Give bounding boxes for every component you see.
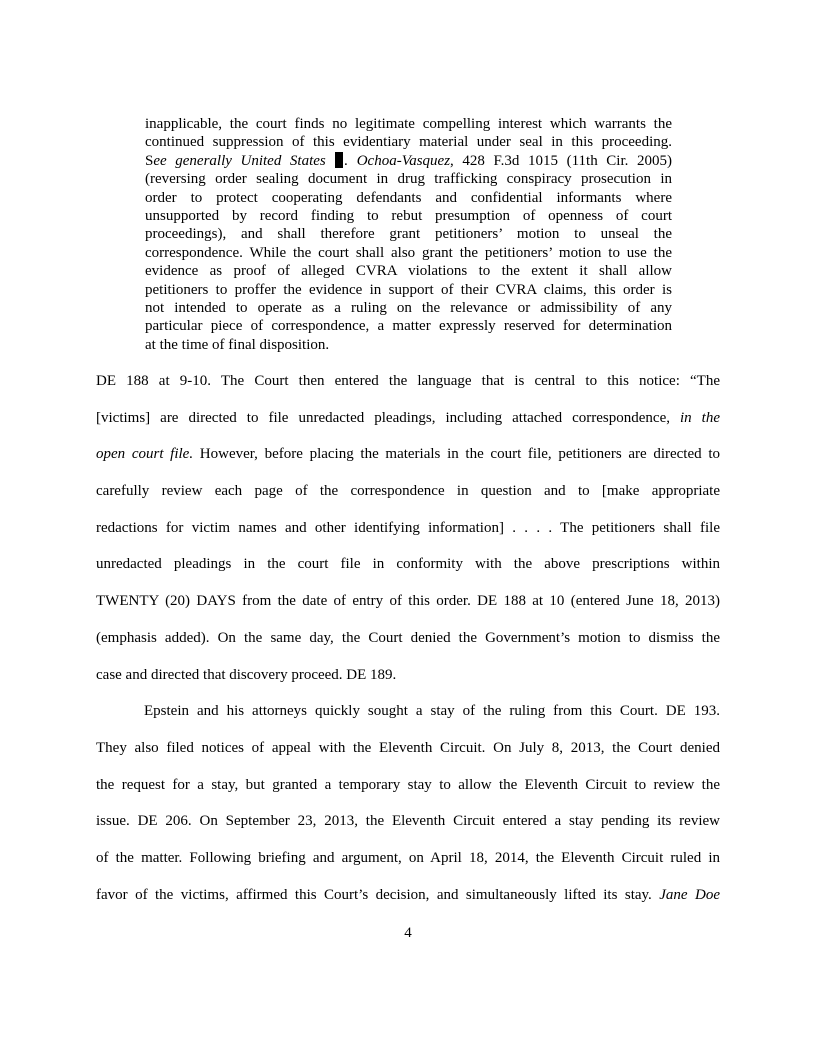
body-line: [96, 884, 720, 921]
quote-line: proceedings), and shall therefore grant petitioners’ motion to unseal the: [145, 226, 672, 243]
emphasis-text: open court file.: [96, 446, 194, 463]
quote-line: inapplicable, the court finds no legitimate compelling interest which warrants the: [145, 116, 672, 132]
body-line-text: [victims] are directed to file unredacted pleadings, including attached correspondence,: [96, 409, 680, 426]
body-line: They also filed notices of appeal with the Eleventh Circuit. On July 8, 2013, the Court denied: [96, 739, 720, 756]
page-number: 4: [404, 925, 412, 941]
citation-reporter: , 428 F.3d 1015 (11th Cir. 2005): [450, 152, 672, 169]
citation-signal: S: [145, 152, 154, 169]
quote-line-citation: [145, 152, 672, 170]
body-text: [96, 370, 720, 920]
quote-line: particular piece of correspondence, a matter expressly reserved for determination: [145, 318, 672, 335]
case-name-part: ee generally United States: [153, 152, 326, 169]
body-line: (emphasis added). On the same day, the Court denied the Government’s motion to dismiss the: [96, 629, 720, 646]
body-line: the request for a stay, but granted a temporary stay to allow the Eleventh Circuit to review the: [96, 776, 720, 793]
body-line: [96, 443, 720, 480]
quote-line: continued suppression of this evidentiary material under seal in this proceeding.: [145, 134, 672, 151]
quote-line: evidence as proof of alleged CVRA violations to the extent it shall allow: [145, 263, 672, 280]
paragraph-start: Epstein and his attorneys quickly sought a stay of the ruling from this Court. DE 193.: [144, 703, 720, 720]
block-quote: [145, 115, 672, 354]
body-line-text: However, before placing the materials in the court file, petitioners are directed to: [193, 446, 720, 463]
body-line: issue. DE 206. On September 23, 2013, the Eleventh Circuit entered a stay pending its review: [96, 813, 720, 830]
redaction-block: [335, 152, 343, 168]
body-line-text: favor of the victims, affirmed this Court’s decision, and simultaneously lifted its stay.: [96, 886, 660, 903]
quote-line: order to protect cooperating defendants and confidential informants where: [145, 189, 672, 206]
quote-line: correspondence. While the court shall also grant the petitioners’ motion to use the: [145, 244, 672, 261]
quote-line: at the time of final disposition.: [145, 336, 330, 353]
body-line: [96, 407, 720, 444]
case-name: Jane Doe: [659, 886, 720, 903]
body-line: case and directed that discovery proceed. DE 189.: [96, 666, 397, 683]
body-line: TWENTY (20) DAYS from the date of entry of this order. DE 188 at 10 (entered June 18, 2013): [96, 593, 720, 610]
case-name-part: . Ochoa-Vasquez: [344, 152, 451, 169]
quote-line: not intended to operate as a ruling on the relevance or admissibility of any: [145, 299, 672, 316]
quote-line: unsupported by record finding to rebut presumption of openness of court: [145, 207, 672, 224]
body-line: DE 188 at 9-10. The Court then entered the language that is central to this notice: “The: [96, 373, 720, 389]
quote-line: petitioners to proffer the evidence in support of their CVRA claims, this order is: [145, 281, 672, 298]
body-line: unredacted pleadings in the court file in conformity with the above prescriptions within: [96, 556, 720, 573]
body-line: of the matter. Following briefing and argument, on April 18, 2014, the Eleventh Circuit ruled in: [96, 849, 720, 866]
emphasis-text: in the: [680, 409, 720, 426]
body-line: redactions for victim names and other identifying information] . . . . The petitioners shall file: [96, 519, 720, 536]
quote-line: (reversing order sealing document in drug trafficking conspiracy prosecution in: [145, 171, 672, 188]
body-line: carefully review each page of the correspondence in question and to [make appropriate: [96, 483, 720, 500]
